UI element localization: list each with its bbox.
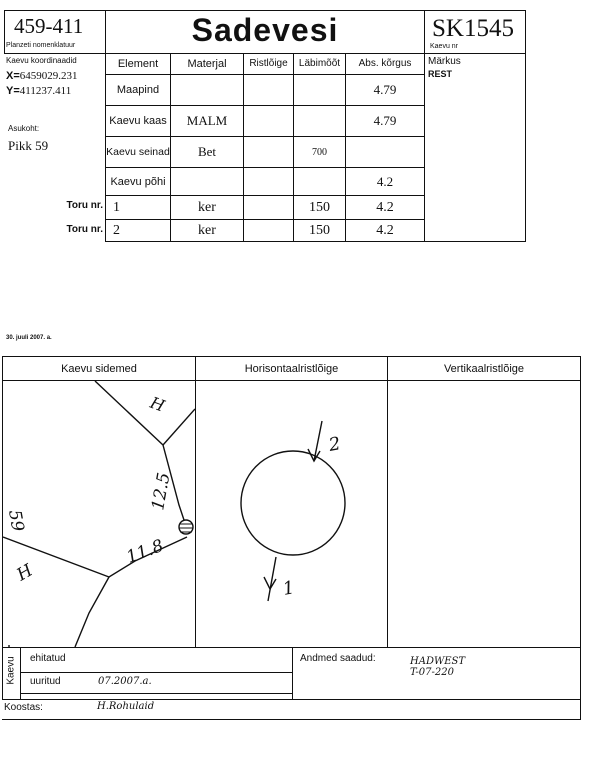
y-label: Y=: [6, 85, 20, 97]
panel-title-connections: Kaevu sidemed: [61, 362, 137, 375]
road-line: [163, 409, 195, 445]
well-outline: [241, 451, 345, 555]
table-row-material: Bet: [197, 144, 217, 159]
table-row-material: [171, 168, 243, 195]
table-row-height: 4.2: [376, 173, 394, 189]
pipe-label: Toru nr.: [66, 224, 103, 235]
table-row-diameter: [294, 75, 345, 105]
col-header-material: Materjal: [187, 57, 227, 70]
y-value: 411237.411: [19, 85, 72, 97]
panel-title-vertical: Vertikaalristlõige: [443, 362, 525, 375]
page-title: Sadevesi: [191, 12, 339, 48]
table-row-diameter: [294, 106, 345, 136]
table-row-element: Kaevu põhi: [110, 175, 166, 188]
col-header-diameter: Läbimõõt: [298, 58, 341, 69]
table-row-diameter: [294, 168, 345, 195]
table-row-cross: [244, 137, 293, 167]
sheet-number: 459-411: [14, 14, 84, 38]
sketch-label: H: [147, 392, 168, 416]
pipe-label-2: 2: [327, 433, 343, 456]
panel-title-horizontal: Horisontaalristlõige: [244, 362, 339, 375]
table-row-cross: [244, 168, 293, 195]
connections-sketch: [3, 381, 195, 647]
built-label: ehitatud: [30, 653, 66, 664]
pipe-1-arrow: [264, 557, 276, 601]
table-row-element: Kaevu seinad: [106, 146, 170, 158]
pipe-cross: [244, 220, 293, 241]
data-from-ref: T-07-220: [410, 667, 454, 678]
road-line: [95, 381, 187, 529]
coords-label: Kaevu koordinaadid: [6, 56, 77, 65]
document-date: 30. juuli 2007. a.: [6, 335, 52, 341]
surveyed-value: 07.2007.a.: [98, 676, 152, 687]
horizontal-section-sketch: [196, 381, 387, 647]
table-row-height: [346, 137, 424, 167]
well-id-caption: Kaevu nr: [430, 43, 459, 50]
pipe-height: 4.2: [376, 222, 394, 238]
pipe-material: ker: [198, 222, 216, 238]
table-row-cross: [244, 75, 293, 105]
pipe-number: 1: [113, 199, 120, 215]
pipe-cross: [244, 196, 293, 219]
pipe-2-arrow: [308, 421, 322, 461]
side-label: Kaevu: [5, 656, 17, 685]
table-row-cross: [244, 106, 293, 136]
sketch-label: 11.8: [123, 535, 167, 568]
surveyed-label: uuritud: [30, 676, 61, 687]
remarks-value: REST: [428, 69, 453, 79]
well-symbol: [179, 520, 193, 534]
pipe-height: 4.2: [376, 199, 394, 215]
table-row-material: MALM: [186, 113, 228, 128]
sketch-label: H: [13, 560, 37, 586]
pipe-material: ker: [198, 199, 216, 215]
sketch-label: 12.5: [148, 471, 175, 512]
y-coordinate: [6, 85, 71, 97]
pipe-diameter: 150: [309, 222, 330, 238]
pipe-label-1: 1: [281, 577, 297, 600]
table-row-diameter: 700: [312, 146, 327, 158]
road-line: [75, 577, 109, 647]
location-value: Pikk 59: [8, 138, 49, 153]
pipe-diameter: 150: [309, 199, 330, 215]
col-header-abs-height: Abs. kõrgus: [358, 58, 412, 69]
compiled-label: Koostas:: [4, 702, 43, 713]
pipe-number: 2: [113, 222, 120, 238]
table-row-element: Kaevu kaas: [109, 115, 167, 127]
sheet-caption: Planzeti nomenklatuur: [6, 42, 76, 49]
x-coordinate: [6, 70, 78, 82]
col-header-element: Element: [117, 57, 159, 70]
location-label: Asukoht:: [8, 124, 40, 133]
x-value: 6459029.231: [19, 70, 78, 82]
table-row-height: 4.79: [373, 82, 397, 97]
pipe-label: Toru nr.: [66, 200, 103, 211]
table-row-material: [171, 75, 243, 105]
x-label: X=: [6, 70, 20, 82]
table-row-height: 4.79: [373, 113, 397, 128]
remarks-label: Märkus: [428, 56, 461, 67]
col-header-cross-section: Ristlõige: [249, 58, 288, 69]
sketch-label: 59: [4, 508, 28, 534]
table-row-element: Maapind: [116, 84, 160, 96]
well-id: SK1545: [432, 15, 514, 42]
data-from-value: HADWEST: [410, 656, 466, 667]
data-from-label: Andmed saadud:: [300, 653, 376, 664]
compiled-value: H.Rohulaid: [97, 701, 155, 712]
